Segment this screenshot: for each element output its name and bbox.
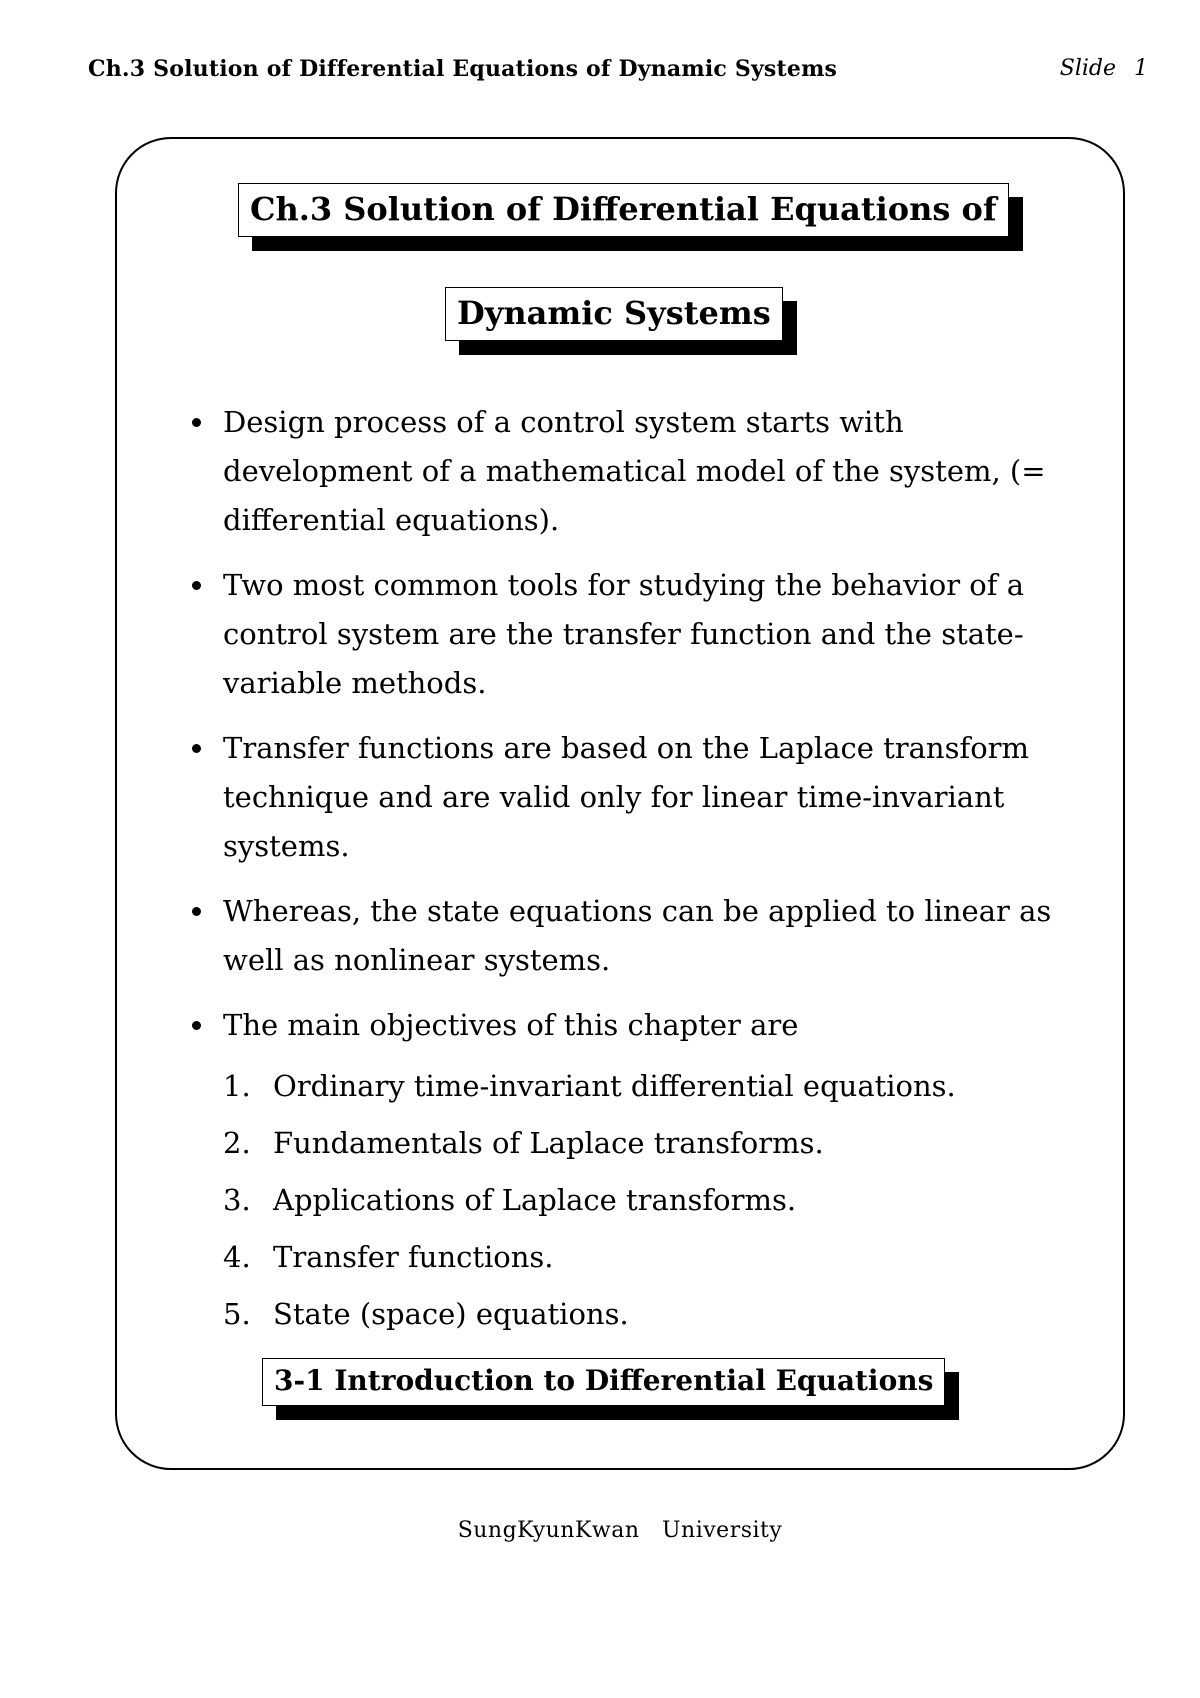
bullet-text: Design process of a control system starts with development of a mathematical model of the system, (= differential equations). [223,405,1046,537]
page-header [88,56,1148,88]
objective-number: 1. [223,1069,251,1103]
objective-text: Fundamentals of Laplace transforms. [273,1126,824,1160]
bullet-item [188,724,1100,871]
bullet-icon [192,907,201,916]
objective-number: 3. [223,1183,251,1217]
objective-text: Ordinary time-invariant differential equations. [273,1069,956,1103]
bullet-list [188,398,1100,1343]
bullet-icon [192,418,201,427]
section-heading: 3-1 Introduction to Differential Equations [262,1358,945,1406]
slide-label: Slide [1059,56,1116,81]
objective-item [223,1172,1100,1229]
bullet-item [188,398,1100,545]
objective-number: 4. [223,1240,251,1274]
bullet-item [188,561,1100,708]
objective-number: 5. [223,1297,251,1331]
bullet-item [188,1001,1100,1343]
slide-content [188,398,1100,1359]
bullet-text: Two most common tools for studying the behavior of a control system are the transfer function and the state-variable methods. [223,568,1024,700]
bullet-icon [192,581,201,590]
objective-text: State (space) equations. [273,1297,629,1331]
slide-title-line-1: Ch.3 Solution of Differential Equations of [238,183,1009,237]
objectives-list [223,1058,1100,1343]
bullet-item [188,887,1100,985]
bullet-icon [192,1021,201,1030]
slide-indicator [1060,56,1148,81]
objective-number: 2. [223,1126,251,1160]
objective-text: Transfer functions. [273,1240,554,1274]
objective-text: Applications of Laplace transforms. [273,1183,797,1217]
objective-item [223,1058,1100,1115]
objective-item [223,1286,1100,1343]
slide-title-line-2: Dynamic Systems [445,287,783,341]
bullet-text: Transfer functions are based on the Laplace transform technique and are valid only for linear time-invariant systems. [223,731,1030,863]
objective-item [223,1115,1100,1172]
slide-number: 1 [1134,56,1148,81]
objective-item [223,1229,1100,1286]
bullet-text: Whereas, the state equations can be applied to linear as well as nonlinear systems. [223,894,1052,977]
header-title: Ch.3 Solution of Differential Equations of Dynamic Systems [88,56,838,82]
bullet-text: The main objectives of this chapter are [223,1008,799,1042]
page-footer: SungKyunKwan University [457,1518,783,1543]
bullet-icon [192,744,201,753]
